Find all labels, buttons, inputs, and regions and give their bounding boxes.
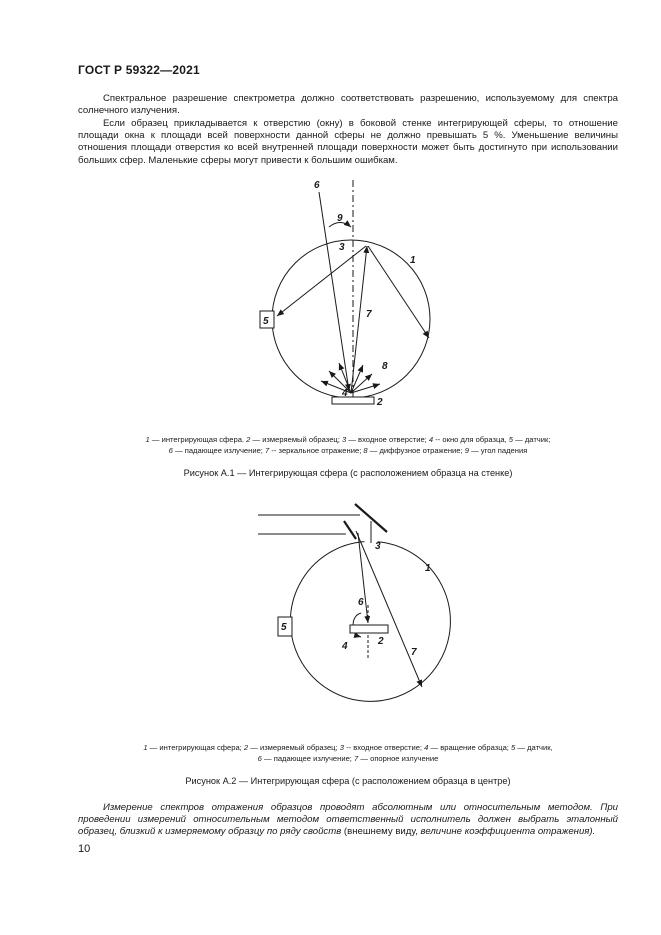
- legend-number: 8: [363, 446, 368, 455]
- label-1: 1: [410, 255, 416, 266]
- mirror-bottom: [344, 521, 356, 539]
- page-number: 10: [78, 843, 91, 855]
- document-header: ГОСТ Р 59322—2021: [78, 63, 200, 77]
- legend-number: 4: [428, 435, 434, 444]
- paragraph-text: Спектральное разрешение спектрометра должно соответствовать разрешению, используемому для спектра солнечного излучения.: [78, 93, 618, 117]
- legend-text: — угол падения: [468, 446, 528, 455]
- paragraph-text-italic: величине коэффициента отражения).: [420, 826, 596, 838]
- legend-text: -- зеркальное отражение;: [269, 446, 364, 455]
- paragraph-text: (внешнему виду,: [341, 826, 421, 838]
- legend-text: — опорное излучение: [358, 754, 439, 763]
- label-4: 4: [342, 641, 348, 652]
- legend-number: 7: [265, 446, 270, 455]
- label-1: 1: [425, 563, 431, 574]
- figure-a2-caption: Рисунок А.2 — Интегрирующая сфера (с расположением образца в центре): [185, 776, 511, 786]
- figure-a2-legend: [78, 742, 618, 764]
- legend-text: — интегрирующая сфера.: [149, 435, 247, 444]
- legend-number: 1: [145, 435, 150, 444]
- legend-number: 3: [341, 435, 347, 444]
- label-8: 8: [382, 361, 388, 372]
- legend-text: — диффузное отражение;: [367, 446, 465, 455]
- legend-text: — датчик;: [513, 435, 551, 444]
- legend-number: 2: [246, 435, 251, 444]
- paragraph-reflection-measurement: [78, 802, 618, 839]
- paragraph-text: Если образец прикладывается к отверстию (окну) в боковой стенке интегрирующей сферы, то отношение площади окна к площади всей поверхности данной сферы не должно превышать 5 %. Уменьшение величины отношения площади отверстия ко всей внутренней площади поверхности может быть достигнуто при использовании больших сфер. Маленькие сферы могут привести к большим ошибкам.: [78, 118, 618, 166]
- figure-a1-caption: Рисунок А.1 — Интегрирующая сфера (с расположением образца на стенке): [183, 468, 513, 478]
- label-7: 7: [366, 309, 372, 320]
- legend-text: — падающее излучение;: [172, 446, 266, 455]
- legend-text: — измеряемый образец;: [250, 435, 342, 444]
- legend-number: 2: [243, 743, 249, 752]
- reference-ray: [356, 531, 422, 687]
- label-3: 3: [339, 242, 345, 253]
- legend-text: -- входное отверстие;: [343, 743, 425, 752]
- label-2: 2: [378, 636, 384, 647]
- label-3: 3: [375, 541, 381, 552]
- legend-number: 9: [464, 446, 469, 455]
- legend-number: 5: [511, 743, 516, 752]
- label-5: 5: [281, 622, 287, 633]
- legend-text: — датчик,: [515, 743, 553, 752]
- sample-2: [350, 625, 388, 633]
- legend-text: — вращение образца;: [428, 743, 512, 752]
- label-9: 9: [337, 213, 343, 224]
- paragraph-text-italic: Измерение спектров отражения образцов проводят абсолютным или относительным методом. При проведении измерений относительным методом ответственный исполнитель должен выбрать эталонный образец, близкий к измеряемому образцу по ряду свойств: [78, 802, 618, 838]
- label-2: 2: [377, 397, 383, 408]
- legend-number: 7: [354, 754, 359, 763]
- legend-text: — входное отверстие;: [346, 435, 429, 444]
- label-6: 6: [314, 180, 320, 191]
- legend-number: 4: [424, 743, 429, 752]
- legend-number: 1: [143, 743, 148, 752]
- label-4: 4: [342, 388, 348, 399]
- legend-number: 5: [508, 435, 514, 444]
- legend-text: -- окно для образца,: [433, 435, 509, 444]
- legend-number: 6: [168, 446, 173, 455]
- legend-text: — падающее излучение;: [261, 754, 355, 763]
- legend-number: 3: [339, 743, 344, 752]
- legend-text: — измеряемый образец;: [248, 743, 340, 752]
- label-5: 5: [263, 316, 269, 327]
- label-6: 6: [358, 597, 364, 608]
- legend-text: — интегрирующая сфера;: [147, 743, 244, 752]
- legend-number: 6: [257, 754, 262, 763]
- label-7: 7: [411, 647, 417, 658]
